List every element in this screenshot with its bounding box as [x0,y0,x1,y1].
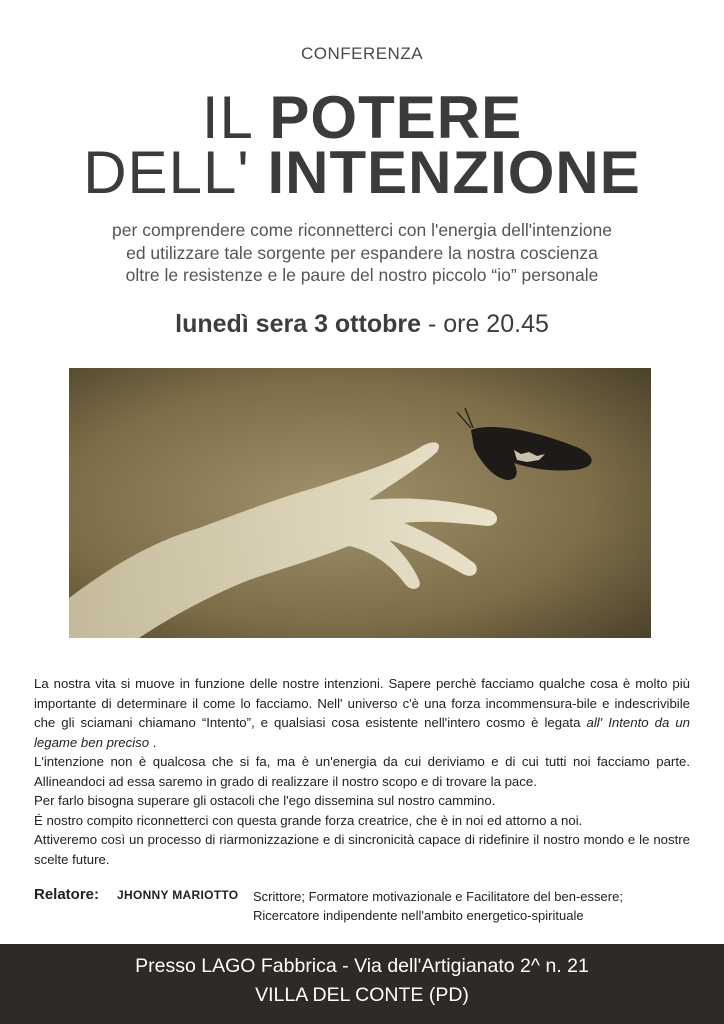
hand-butterfly-photo [69,368,651,638]
paragraph: Attiveremo così un processo di riarmonizzazione e di sincronicità capace di ridefinire il nostro mondo e le nostre scelte future. [34,832,690,867]
subtitle-line: per comprendere come riconnetterci con l'energia dell'intenzione [112,220,612,240]
title-light-2: DELL' [83,139,268,206]
title-bold-2: INTENZIONE [267,139,641,206]
speaker-description-line: Ricercatore indipendente nell'ambito energetico-spirituale [253,908,584,923]
paragraph-text: La nostra vita si muove in funzione delle nostre intenzioni. Sapere perchè facciamo qualche cosa è molto più importante di determinare il come lo facciamo. Nell' universo c'è una forza incommensura-bile e indescrivibile che gli sciamani chiamano “Intento”, e qualsiasi cosa esistente nell'intero cosmo è legata [34,676,690,730]
subtitle-line: oltre le resistenze e le paure del nostro piccolo “io” personale [125,265,599,285]
paragraph: É nostro compito riconnetterci con questa grande forza creatrice, che è in noi ed attorno a noi. [34,812,583,828]
title-line-2 [0,139,724,206]
paragraph [34,674,690,752]
paragraph: Per farlo bisogna superare gli ostacoli che l'ego dissemina sul nostro cammino. [34,793,496,808]
title-light-1: IL [201,84,270,151]
speaker-name: JHONNY MARIOTTO [117,888,239,902]
speaker-description [253,887,693,925]
paragraph-italic: all' Intento da un legame ben preciso [34,715,690,750]
title-bold-1: POTERE [269,84,523,151]
paragraph-text: . [149,734,157,750]
speaker-label: Relatore: [34,886,100,903]
speaker-description-line: Scrittore; Formatore motivazionale e Facilitatore del ben-essere; [253,889,623,904]
subtitle [40,219,684,287]
paragraph: L'intenzione non è qualcosa che si fa, ma è un'energia da cui deriviamo e di cui tutti noi facciamo parte. Allineandoci ad essa saremo in grado di realizzare il nostro scopo e di trovare la pace. [34,754,690,789]
event-date [0,310,724,339]
description-text [34,674,690,869]
venue-address: Presso LAGO Fabbrica - Via dell'Artigianato 2^ n. 21 [135,955,589,977]
event-date-time: - ore 20.45 [421,310,549,338]
venue-footer [0,944,724,1024]
venue-city: VILLA DEL CONTE (PD) [255,984,469,1006]
event-kicker: CONFERENZA [300,44,424,63]
subtitle-line: ed utilizzare tale sorgente per espandere la nostra coscienza [126,242,598,263]
event-date-day: lunedì sera 3 ottobre [175,310,422,338]
